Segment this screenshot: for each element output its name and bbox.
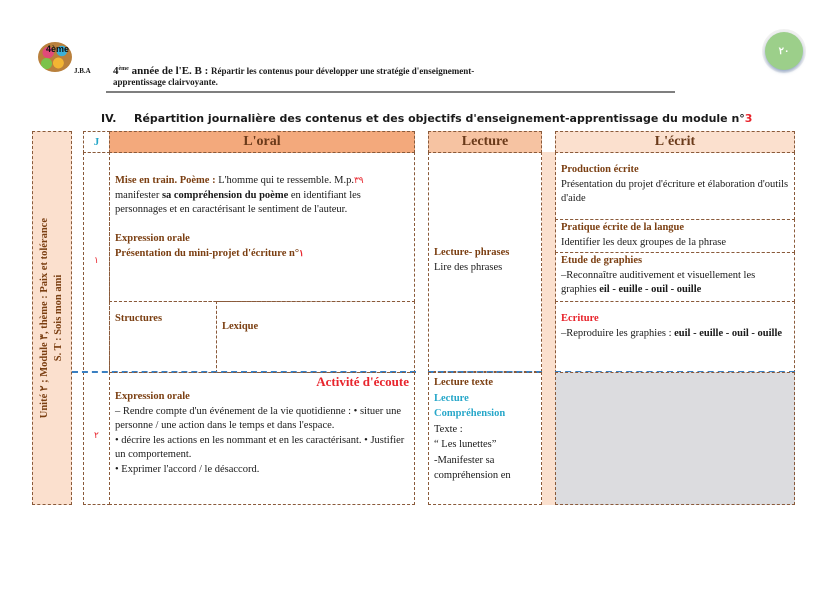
ecriture-label: Ecriture bbox=[561, 313, 599, 324]
col-header-oral: L'oral bbox=[109, 131, 415, 153]
author-initials: J.B.A bbox=[74, 67, 91, 75]
oral-day2-cell bbox=[109, 372, 415, 505]
day-column bbox=[83, 152, 110, 505]
pratique-ecrite-label: Pratique écrite de la langue bbox=[561, 222, 685, 233]
ecriture-cell bbox=[555, 301, 795, 373]
grade-sup: ème bbox=[118, 66, 129, 72]
lecture-day1-cell bbox=[428, 152, 542, 372]
mise-line2a: manifester bbox=[115, 189, 162, 201]
etude-graphies-text bbox=[561, 269, 789, 298]
mise-text: L'homme qui te ressemble. M.p. bbox=[215, 175, 354, 186]
pratique-ecrite-text: Identifier les deux groupes de la phrase bbox=[561, 236, 727, 248]
page-number-badge: ٢٠ bbox=[765, 32, 803, 70]
oral-objective-1: – Rendre compte d'un événement de la vie quotidienne : • situer une personne / une action dans le temps et dans l'espace. bbox=[115, 405, 402, 431]
lecture-objective: -Manifester sa compréhension en bbox=[434, 454, 511, 481]
expression-orale-label-2: Expression orale bbox=[115, 391, 190, 402]
mise-line2b: sa compréhension du poème bbox=[161, 189, 289, 201]
day-2-number: ٢ bbox=[94, 430, 99, 440]
section-title bbox=[101, 112, 752, 125]
module-number: 3 bbox=[744, 112, 753, 125]
structures-cell bbox=[109, 301, 217, 373]
lecture-day2-cell bbox=[428, 372, 542, 505]
unit-side-label bbox=[32, 131, 72, 505]
grade-number: 4 bbox=[113, 65, 119, 77]
column-spacer bbox=[542, 152, 556, 505]
etude-graphies-label: Etude de graphies bbox=[561, 255, 643, 266]
col-header-lecture: Lecture bbox=[428, 131, 542, 153]
lecture-phrases-label: Lecture- phrases bbox=[434, 247, 510, 258]
mise-label: Mise en train. Poème : bbox=[115, 175, 216, 186]
lecture-texte-label: Lecture texte bbox=[434, 377, 493, 388]
pratique-ecrite-cell bbox=[555, 219, 795, 253]
mise-page: ٣٩ bbox=[353, 175, 364, 185]
mise-en-train bbox=[115, 173, 409, 218]
ecriture-text bbox=[561, 327, 789, 342]
col-header-j bbox=[83, 131, 110, 153]
oral-day1-cell bbox=[109, 152, 415, 302]
lexique-label: Lexique bbox=[222, 321, 259, 332]
activite-ecoute: Activité d'écoute bbox=[316, 374, 409, 389]
unit-module-theme: Unité ٢ ; Module ٣, thème : Paix et tolérance bbox=[39, 217, 50, 419]
section-heading: Répartition journalière des contenus et des objectifs d'enseignement-apprentissage du module n° bbox=[134, 112, 745, 125]
expression-orale-label: Expression orale bbox=[115, 232, 190, 244]
structures-label: Structures bbox=[115, 313, 163, 324]
day-1-number: ١ bbox=[94, 255, 99, 265]
oral-objective-2: • décrire les actions en les nommant et en les caractérisant. • Justifier un comportement. bbox=[115, 434, 405, 460]
expression-orale-text bbox=[115, 246, 409, 262]
graphies-text: –Reconnaître auditivement et visuellement les graphies bbox=[561, 269, 756, 295]
expr-num: ١ bbox=[299, 248, 304, 258]
mise-line2c: en identifiant les personnages et en caractérisant le sentiment de l'auteur. bbox=[115, 189, 361, 215]
header-description: Répartir les contenus pour développer une stratégie d'enseignement-apprentissage clairvoyante. bbox=[113, 66, 475, 87]
comprehension-label: Compréhension bbox=[434, 408, 506, 419]
logo-label: 4ème bbox=[46, 44, 70, 54]
lexique-cell bbox=[216, 301, 415, 373]
etude-graphies-cell bbox=[555, 252, 795, 302]
production-ecrite-cell bbox=[555, 152, 795, 220]
oral-objective-3: • Exprimer l'accord / le désaccord. bbox=[115, 463, 260, 475]
ecriture-bold: euil - euille - ouil - ouille bbox=[674, 327, 783, 339]
j-label: J bbox=[93, 136, 100, 148]
production-ecrite-label: Production écrite bbox=[561, 164, 639, 175]
ecrit-day2-empty-cell bbox=[555, 372, 795, 505]
ecriture-instr: –Reproduire les graphies : bbox=[561, 327, 675, 339]
header-divider bbox=[106, 91, 675, 93]
col-header-ecrit: L'écrit bbox=[555, 131, 795, 153]
lecture-sub-label: Lecture bbox=[434, 392, 469, 404]
sub-theme: S. T : Sois mon ami bbox=[53, 274, 64, 362]
lecture-phrases-text: Lire des phrases bbox=[434, 261, 503, 273]
unit-label-text bbox=[38, 218, 66, 418]
expr-text: Présentation du mini-projet d'écriture n° bbox=[115, 248, 300, 259]
document-header bbox=[113, 64, 493, 88]
grade-title: année de l'E. B : bbox=[128, 65, 212, 77]
texte-label: Texte : bbox=[434, 423, 463, 435]
section-number: IV. bbox=[101, 112, 117, 125]
production-ecrite-text: Présentation du projet d'écriture et élaboration d'outils d'aide bbox=[561, 178, 789, 204]
graphies-bold: eil - euille - ouil - ouille bbox=[599, 284, 702, 295]
text-title: “ Les lunettes” bbox=[434, 439, 497, 450]
